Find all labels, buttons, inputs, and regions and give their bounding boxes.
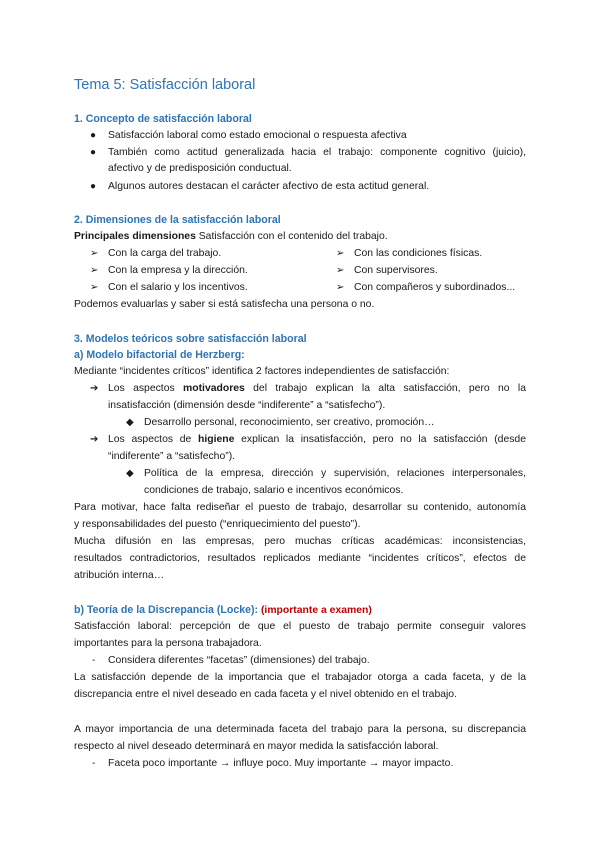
s3a-motivadores-bold: motivadores <box>183 383 245 394</box>
arrow-icon: ➔ <box>90 383 99 394</box>
s3a-p2-line-3: atribución interna… <box>74 570 165 581</box>
exam-note: (importante a examen) <box>260 605 372 616</box>
s1-item-2-line-1: También como actitud generalizada hacia el trabajo: componente cognitivo (juicio), <box>108 147 526 158</box>
s3a-sub-1: Desarrollo personal, reconocimiento, ser creativo, promoción… <box>144 417 435 428</box>
chevron-icon: ➢ <box>90 282 99 293</box>
s2-intro-bold: Principales dimensiones <box>74 231 196 242</box>
s3a-intro: Mediante “incidentes críticos” identifica 2 factores independientes de satisfacción: <box>74 366 450 377</box>
chevron-icon: ➢ <box>336 282 345 293</box>
subsection-b-heading-row <box>74 603 372 618</box>
s3a-p1-line-2: y responsabilidades del puesto (“enriquecimiento del puesto”). <box>74 519 361 530</box>
s2-intro-rest: Satisfacción con el contenido del trabajo. <box>195 231 388 242</box>
s2-intro <box>74 230 388 244</box>
s3a-p1-line-1: Para motivar, hace falta rediseñar el puesto de trabajo, desarrollar su contenido, autonomía <box>74 502 526 513</box>
s1-item-3: Algunos autores destacan el carácter afectivo de esta actitud general. <box>108 181 430 192</box>
bullet-icon: ● <box>90 147 97 158</box>
s3b-p3-line-2: respecto al nivel deseado determinará en mayor medida la satisfacción laboral. <box>74 741 439 752</box>
s3a-higiene-bold: higiene <box>198 434 235 445</box>
s3b-p1-line-1: Satisfacción laboral: percepción de que el puesto de trabajo permite conseguir valores <box>74 621 526 632</box>
s1-item-2-line-2: afectivo y de predisposición conductual. <box>108 163 292 174</box>
arrow-icon: ➔ <box>90 434 99 445</box>
s3a-higiene-post: explican la insatisfacción, pero no la satisfacción (desde <box>234 434 526 445</box>
s3a-sub-2-line-2: condiciones de trabajo, salario e incentivos económicos. <box>144 485 404 496</box>
s2-left-1: Con la carga del trabajo. <box>108 248 222 259</box>
s3b-p1-line-2: importantes para la persona trabajadora. <box>74 638 262 649</box>
bullet-icon: ● <box>90 181 97 192</box>
s1-item-1: Satisfacción laboral como estado emocional o respuesta afectiva <box>108 130 407 141</box>
s2-left-3: Con el salario y los incentivos. <box>108 282 248 293</box>
s3a-higiene-line-1 <box>108 433 526 447</box>
diamond-icon: ◆ <box>126 417 134 428</box>
page-title: Tema 5: Satisfacción laboral <box>74 77 256 93</box>
s3a-p2-line-2: resultados contradictorios, resultados replicados mediante “incidentes críticos”, efectos de <box>74 553 526 564</box>
s3b-p3-line-1: A mayor importancia de una determinada faceta del trabajo para la persona, su discrepancia <box>74 724 526 735</box>
s3a-motivadores-post: del trabajo explican la alta satisfacción, pero no la <box>244 383 526 394</box>
chevron-icon: ➢ <box>90 248 99 259</box>
chevron-icon: ➢ <box>336 248 345 259</box>
chevron-icon: ➢ <box>90 265 99 276</box>
s3b-dash-1: Considera diferentes “facetas” (dimensiones) del trabajo. <box>108 655 370 666</box>
s3a-sub-2-line-1: Política de la empresa, dirección y supervisión, relaciones interpersonales, <box>144 468 526 479</box>
section-1-heading: 1. Concepto de satisfacción laboral <box>74 113 252 125</box>
s3a-higiene-pre: Los aspectos de <box>108 434 199 445</box>
chevron-icon: ➢ <box>336 265 345 276</box>
dash-icon: - <box>92 655 96 666</box>
section-3-heading: 3. Modelos teóricos sobre satisfacción laboral <box>74 333 307 345</box>
s2-right-1: Con las condiciones físicas. <box>354 248 483 259</box>
s3b-p2-line-1: La satisfacción depende de la importancia que el trabajador otorga a cada faceta, y de la <box>74 672 526 683</box>
s2-right-3: Con compañeros y subordinados... <box>354 282 516 293</box>
s3a-motivadores-pre: Los aspectos <box>108 383 184 394</box>
s3a-higiene-line-2: “indiferente” a “satisfecho”). <box>108 451 236 462</box>
dash-icon: - <box>92 758 96 769</box>
subsection-b-heading: b) Teoría de la Discrepancia (Locke): <box>74 604 259 616</box>
s3a-motivadores-line-1 <box>108 382 526 396</box>
s3b-p2-line-2: discrepancia entre el nivel deseado en cada faceta y el nivel obtenido en el trabajo. <box>74 689 457 700</box>
section-2-heading: 2. Dimensiones de la satisfacción laboral <box>74 214 281 226</box>
s3a-motivadores-line-2: insatisfacción (dimensión desde “indiferente” a “satisfecho”). <box>108 400 386 411</box>
diamond-icon: ◆ <box>126 468 134 479</box>
s3b-dash-2: Faceta poco importante → influye poco. Muy importante → mayor impacto. <box>108 758 454 769</box>
s2-closing: Podemos evaluarlas y saber si está satisfecha una persona o no. <box>74 299 375 310</box>
s2-left-2: Con la empresa y la dirección. <box>108 265 248 276</box>
s2-right-2: Con supervisores. <box>354 265 438 276</box>
bullet-icon: ● <box>90 130 97 141</box>
subsection-a-heading: a) Modelo bifactorial de Herzberg: <box>74 349 245 361</box>
s3a-p2-line-1: Mucha difusión en las empresas, pero muchas críticas académicas: inconsistencias, <box>74 536 526 547</box>
